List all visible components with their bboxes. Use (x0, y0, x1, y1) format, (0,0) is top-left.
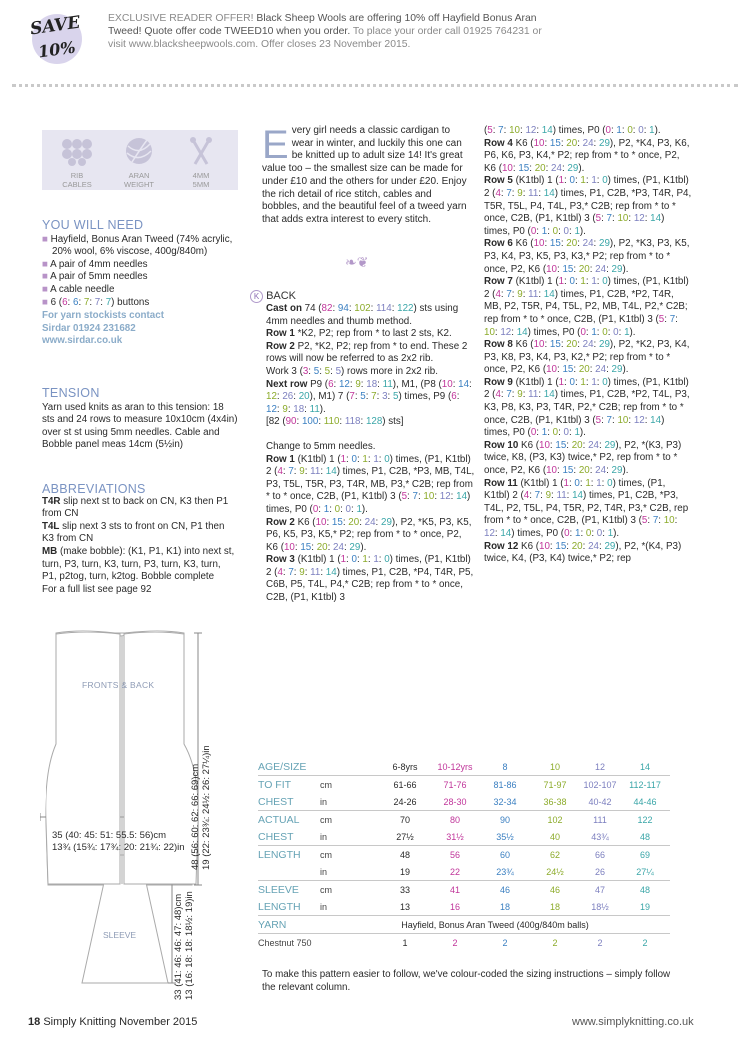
yarn-row: YARN Hayfield, Bonus Aran Tweed (400g/840m balls) (258, 916, 670, 934)
table-row: ACTUAL cm 70 80 90 102 111 122 (258, 811, 670, 829)
info-label: WEIGHT (124, 180, 154, 189)
website-link[interactable]: www.simplyknitting.co.uk (572, 1016, 694, 1028)
body-width-cm: 35 (40: 45: 51: 55.5: 56)cm (52, 830, 167, 841)
ornament-icon: ❧❦ (345, 254, 369, 270)
body-height-cm: 48 (56: 60: 62: 66: 69)cm (190, 763, 201, 870)
list-item: ■ 6 (6: 6: 7: 7: 7) buttons (42, 296, 150, 308)
table-row: CHEST in 27½ 31½ 35½ 40 43¾ 48 (258, 830, 650, 843)
abbrev-item: T4R slip next st to back on CN, K3 then P1 from CN (42, 495, 229, 520)
tension-heading: TENSION (42, 386, 100, 400)
info-label: RIB (70, 171, 84, 180)
intro-paragraph: E very girl needs a classic cardigan to wear in winter, and luckily this one can be knitted up to adult size 14! It's great value too – the smallest size can be made for under £10 and the others for under £20. Enjoy the rich detail of rice stitch, cables and bobbles, and the beautiful feel of a tweed yarn that adds extra interest to every stitch. (262, 123, 467, 225)
info-aran-weight (114, 136, 164, 189)
list-item: ■ A cable needle (42, 283, 115, 295)
you-will-need-heading: YOU WILL NEED (42, 218, 144, 232)
abbrev-item: T4L slip next 3 sts to front on CN, P1 then K3 from CN (42, 520, 225, 545)
body-height-dims (190, 640, 212, 870)
sleeve-length-cm: 33 (41: 46: 46: 47: 48)cm (173, 893, 184, 1000)
table-row: TO FIT cm 61-66 71-76 81-86 71-97 102-107 112-117 (258, 776, 670, 794)
magazine-name: Simply Knitting November 2015 (43, 1016, 198, 1028)
sleeve-length-in: 13 (16: 18: 18: 18½: 19)in (184, 891, 195, 1000)
reader-offer-text: EXCLUSIVE READER OFFER! Black Sheep Wools are offering 10% off Hayfield Bonus Aran Tweed! Quote offer code TWEED10 when you order. To place your order call 01925 764231 or visit www.blacksheepwools.com. Offer closes 23 November 2015. (108, 13, 542, 51)
save-badge (24, 10, 94, 70)
table-row: LENGTH in 13 16 18 18 18½ 19 (258, 900, 650, 913)
header-divider (12, 84, 738, 87)
page-footer-left (28, 1016, 197, 1028)
stockist-info: For yarn stockists contact Sirdar 01924 231682 www.sirdar.co.uk (42, 310, 238, 348)
drop-cap: E (262, 123, 289, 167)
list-item: ■ Hayfield, Bonus Aran Tweed (74% acrylic, 20% wool, 6% viscose, 400g/840m) (42, 233, 233, 258)
body-width-in: 13¾ (15¾: 17¾: 20: 21¾: 22)in (52, 842, 185, 853)
info-label: ARAN (128, 171, 150, 180)
info-label: 4MM (192, 171, 210, 180)
body-label: FRONTS & BACK (82, 680, 155, 690)
colour-code-note: To make this pattern easier to follow, we've colour-coded the sizing instructions – simply follow the relevant column. (262, 969, 671, 993)
table-header-row: AGE/SIZE 6-8yrs 10-12yrs 8 10 12 14 (258, 760, 650, 773)
needles-icon (185, 136, 217, 166)
info-label: CABLES (62, 180, 92, 189)
k-badge: K (250, 290, 263, 303)
badge-save-text: SAVE (28, 12, 82, 40)
tension-text: Yarn used knits as aran to this tension: 18 sts and 24 rows to measure 10x10cm (4x4in) over st st using 5mm needles. Cable and Bobble panel meas 14cm (5½in) (42, 401, 238, 451)
back-heading: K BACK (250, 290, 475, 303)
full-list-ref: For a full list see page 92 (42, 583, 152, 595)
table-row: SLEEVE cm 33 41 46 46 47 48 (258, 881, 670, 899)
badge-percent-text: 10% (36, 37, 77, 62)
body-height-in: 19 (22: 23¾: 24½: 26: 27¼)in (201, 745, 212, 870)
tension-section (42, 387, 238, 452)
size-table (258, 758, 670, 951)
abbreviations-section (42, 483, 238, 596)
table-row: in 19 22 23¾ 24½ 26 27¼ (320, 866, 654, 877)
info-rib-cables (52, 136, 102, 189)
yarn-ball-icon (123, 136, 155, 166)
body-width-dims (52, 830, 185, 854)
table-row: LENGTH cm 48 56 60 62 66 69 (258, 846, 670, 864)
back-section: K BACK Cast on 74 (82: 94: 102: 114: 122) sts using 4mm needles and thumb method. Row 1 *K2, P2; rep from * to last 2 sts, K2. Row 2 P2, *K2, P2; rep from * to end. These 2 rows will now be referred to as 2x2 rib. Work 3 (3: 5: 5: 5) rows more in 2x2 rib. Next row P9 (6: 12: 9: 18: 11), M1, (P8 (10: 14: 12: 26: 20), M1) 7 (7: 5: 7: 3: 5) times, P9 (6: 12: 9: 18: 11). [82 (90: 100: 110: 118: 128) sts] Change to 5mm needles. Row 1 (K1tbl) 1 (1: 0: 1: 1: 0) times, (P1, K1tbl) 2 (4: 7: 9: 11: 14) times, P1, C2B, *P3, MB, T4L, P3, T5L, T5R, P3, T4R, MB, P3,* C2B; rep from * to * once, C2B, (P1, K1tbl) 3 (5: 7: 10: 12: 14) times, P0 (0: 1: 0: 0: 1). Row 2 K6 (10: 15: 20: 24: 29), P2, *K5, P3, K5, P6, K5, P3, K5,* P2; rep from * to * once, P2, K6 (10: 15: 20: 24: 29). Row 3 (K1tbl) 1 (1: 0: 1: 1: 0) times, (P1, K1tbl) 2 (4: 7: 9: 11: 14) times, P1, C2B, *P4, T4R, P5, C6B, P5, T4L, P4,* C2B; rep from * to * once, C2B, (P1, K1tbl) 3 (250, 290, 475, 605)
sleeve-length-dims (173, 870, 195, 1000)
info-label: 5MM (192, 180, 210, 189)
rib-cables-icon (59, 136, 95, 166)
shade-row: Chestnut 750 1 2 2 2 2 2 (258, 934, 670, 952)
info-needles (176, 136, 226, 189)
list-item: ■ A pair of 5mm needles (42, 271, 148, 283)
you-will-need-section (42, 219, 238, 348)
sirdar-link[interactable]: www.sirdar.co.uk (42, 335, 123, 347)
abbrev-item: MB (make bobble): (K1, P1, K1) into next st, turn, P3, turn, K3, turn, P3, turn, K3, turn, P1, p2tog, turn, k2tog. Bobble complete (42, 545, 235, 583)
pattern-rows-continued: (5: 7: 10: 12: 14) times, P0 (0: 1: 0: 0: 1). Row 4 K6 (10: 15: 20: 24: 29), P2, *K4, P3, K6, P6, K6, P3, K4,* P2; rep from * to * once, P2, K6 (10: 15: 20: 24: 29). Row 5 (K1tbl) 1 (1: 0: 1: 1: 0) times, (P1, K1tbl) 2 (4: 7: 9: 11: 14) times, P1, C2B, *P3, T4R, P4, T5R, T5L, P4, T4L, P3,* C2B; rep from * to * once, C2B, (P1, K1tbl) 3 (5: 7: 10: 12: 14) times, P0 (0: 1: 0: 0: 1). Row 6 K6 (10: 15: 20: 24: 29), P2, *K3, P3, K5, P3, K4, P3, K5, P3, K3,* P2; rep from * to * once, P2, K6 (10: 15: 20: 24: 29). Row 7 (K1tbl) 1 (1: 0: 1: 1: 0) times, (P1, K1tbl) 2 (4: 7: 9: 11: 14) times, P1, C2B, *P2, T4R, MB, P2, T5R, P4, T5L, P2, MB, T4L, P2,* C2B; rep from * to * once, C2B, (P1, K1tbl) 3 (5: 7: 10: 12: 14) times, P0 (0: 1: 0: 0: 1). Row 8 K6 (10: 15: 20: 24: 29), P2, *K2, P3, K4, P3, K8, P3, K4, P3, K2,* P2; rep from * to * once, P2, K6 (10: 15: 20: 24: 29). Row 9 (K1tbl) 1 (1: 0: 1: 1: 0) times, (P1, K1tbl) 2 (4: 7: 9: 11: 14) times, P1, C2B, *P2, T4L, P3, K3, P8, K3, P3, T4R, P2,* C2B; rep from * to * once, C2B, (P1, K1tbl) 3 (5: 7: 10: 12: 14) times, P0 (0: 1: 0: 0: 1). Row 10 K6 (10: 15: 20: 24: 29), P2, *(K3, P3) twice, K8, (P3, K3) twice,* P2, rep from * to * once, P2, K6 (10: 15: 20: 24: 29). Row 11 (K1tbl) 1 (1: 0: 1: 1: 0) times, (P1, K1tbl) 2 (4: 7: 9: 11: 14) times, P1, C2B, *P3, T4L, P2, T5L, P4, T5R, P2, T4R, P3,* C2B, rep from * to * once, C2B, (P1, K1tbl) 3 (5: 7: 10: 12: 14) times, P0 (0: 1: 0: 0: 1). Row 12 K6 (10: 15: 20: 24: 29), P2, *(K4, P3) twice, K4, (P3, K4) twice,* P2; rep (484, 125, 692, 565)
list-item: ■ A pair of 4mm needles (42, 258, 148, 270)
table-row: CHEST in 24-26 28-30 32-34 36-38 40-42 44-46 (258, 795, 657, 808)
sleeve-label: SLEEVE (103, 930, 137, 940)
project-info-box (42, 130, 238, 190)
abbreviations-heading: ABBREVIATIONS (42, 482, 146, 496)
page-number: 18 (28, 1016, 41, 1028)
